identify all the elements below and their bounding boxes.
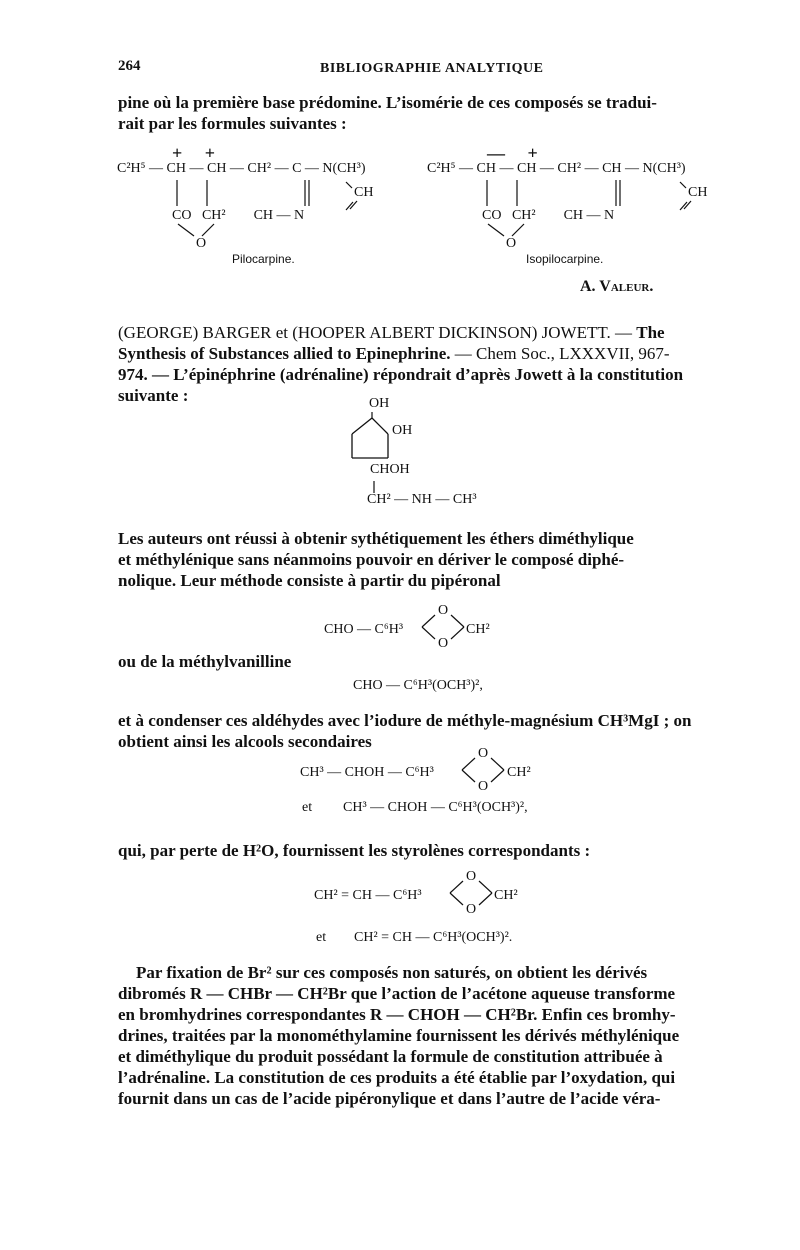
para4-line-2: dibromés R — CHBr — CH²Br que l’action de l’acétone aqueuse transforme bbox=[118, 984, 676, 1003]
isopilocarpine-caption: Isopilocarpine. bbox=[526, 252, 604, 266]
para3-line-1: qui, par perte de H²O, fournissent les styrolènes correspondants : bbox=[118, 841, 591, 860]
para1-line-1: Les auteurs ont réussi à obtenir sythétiquement les éthers diméthylique bbox=[118, 529, 634, 548]
styrolenes-et: et bbox=[316, 930, 327, 945]
para4-line-3: en bromhydrines correspondantes R — CHOH — CH²Br. Enfin ces bromhy- bbox=[118, 1005, 676, 1024]
running-title: BIBLIOGRAPHIE ANALYTIQUE bbox=[320, 61, 544, 76]
isopilocarpine-line-3: CO CH² CH — N bbox=[482, 208, 615, 223]
alcohol-2: CH³ — CHOH — C⁶H³(OCH³)², bbox=[343, 800, 528, 815]
para2-line-1: et à condenser ces aldéhydes avec l’iodure de méthyle-magnésium CH³MgI ; on bbox=[118, 711, 692, 730]
article-title-start: The bbox=[636, 323, 665, 342]
article-heading-line-2 bbox=[118, 343, 670, 364]
piperonal-o-top: O bbox=[438, 603, 449, 618]
isopilocarpine-charges: — + bbox=[487, 143, 538, 163]
alcohol-1-left: CH³ — CHOH — C⁶H³ bbox=[300, 765, 434, 780]
alcohols-et: et bbox=[302, 800, 313, 815]
para2-line-2: obtient ainsi les alcools secondaires bbox=[118, 732, 372, 751]
para4-line-1: Par fixation de Br² sur ces composés non saturés, on obtient les dérivés bbox=[136, 963, 648, 982]
pilocarpine-o: O bbox=[196, 236, 207, 251]
pilocarpine-ring-ch: CH bbox=[354, 185, 374, 200]
article-heading-line-1 bbox=[118, 322, 665, 343]
isopilocarpine-line-1: C²H⁵ — CH — CH — CH² — CH — N(CH³) bbox=[427, 161, 686, 176]
isopilocarpine-o: O bbox=[506, 236, 517, 251]
styrolene-1-o-top: O bbox=[466, 869, 477, 884]
alcohol-1-bridge bbox=[458, 755, 512, 785]
pilocarpine-caption: Pilocarpine. bbox=[232, 252, 295, 266]
methylvanilline-formula: CHO — C⁶H³(OCH³)², bbox=[353, 678, 483, 693]
pilocarpine-bonds bbox=[170, 176, 390, 240]
intro-line-1: pine où la première base prédomine. L’isomérie de ces composés se tradui- bbox=[118, 93, 657, 112]
methylvanilline-label: ou de la méthylvanilline bbox=[118, 652, 292, 671]
piperonal-o-bottom: O bbox=[438, 636, 449, 651]
styrolene-1-bridge bbox=[446, 878, 500, 908]
styrolene-1-right: CH² bbox=[494, 888, 518, 903]
styrolene-1-o-bottom: O bbox=[466, 902, 477, 917]
article-line-3: 974. — L’épinéphrine (adrénaline) répondrait d’après Jowett à la constitution bbox=[118, 365, 684, 384]
para1-line-3: nolique. Leur méthode consiste à partir du pipéronal bbox=[118, 571, 501, 590]
article-title: Synthesis of Substances allied to Epinephrine. bbox=[118, 344, 451, 363]
piperonal-bridge bbox=[418, 612, 472, 642]
alcohol-1-o-top: O bbox=[478, 746, 489, 761]
piperonal-right: CH² bbox=[466, 622, 490, 637]
epinephrine-oh-top: OH bbox=[369, 396, 390, 411]
article-authors: (GEORGE) BARGER et (HOOPER ALBERT DICKINSON) JOWETT. — bbox=[118, 323, 637, 342]
isopilocarpine-ring-ch: CH bbox=[688, 185, 708, 200]
epinephrine-oh-side: OH bbox=[392, 423, 413, 438]
para1-line-2: et méthylénique sans néanmoins pouvoir en dériver le composé diphé- bbox=[118, 550, 625, 569]
article-line-4: suivante : bbox=[118, 386, 189, 405]
piperonal-left: CHO — C⁶H³ bbox=[324, 622, 404, 637]
para4-line-5: et diméthylique du produit possédant la formule de constitution attribuée à bbox=[118, 1047, 663, 1066]
epinephrine-side-chain: CH² — NH — CH³ bbox=[367, 492, 477, 507]
signature: A. Valeur. bbox=[580, 278, 654, 295]
benzene-ring bbox=[348, 412, 408, 466]
epinephrine-choh: CHOH bbox=[370, 462, 410, 477]
para4-line-7: fournit dans un cas de l’acide pipéronylique et dans l’autre de l’acide véra- bbox=[118, 1089, 661, 1108]
pilocarpine-line-3: CO CH² CH — N bbox=[172, 208, 305, 223]
page-number: 264 bbox=[118, 58, 141, 74]
alcohol-1-right: CH² bbox=[507, 765, 531, 780]
isopilocarpine-bonds bbox=[480, 176, 710, 240]
pilocarpine-charges: + + bbox=[172, 143, 216, 163]
alcohol-1-o-bottom: O bbox=[478, 779, 489, 794]
styrolene-2: CH² = CH — C⁶H³(OCH³)². bbox=[354, 930, 513, 945]
pilocarpine-line-1: C²H⁵ — CH — CH — CH² — C — N(CH³) bbox=[117, 161, 366, 176]
intro-line-2: rait par les formules suivantes : bbox=[118, 114, 347, 133]
styrolene-1-left: CH² = CH — C⁶H³ bbox=[314, 888, 422, 903]
para4-line-6: l’adrénaline. La constitution de ces produits a été établie par l’oxydation, qui bbox=[118, 1068, 676, 1087]
article-reference: — Chem Soc., LXXXVII, 967- bbox=[450, 344, 670, 363]
para4-line-4: drines, traitées par la monométhylamine fournissent les dérivés méthylénique bbox=[118, 1026, 680, 1045]
